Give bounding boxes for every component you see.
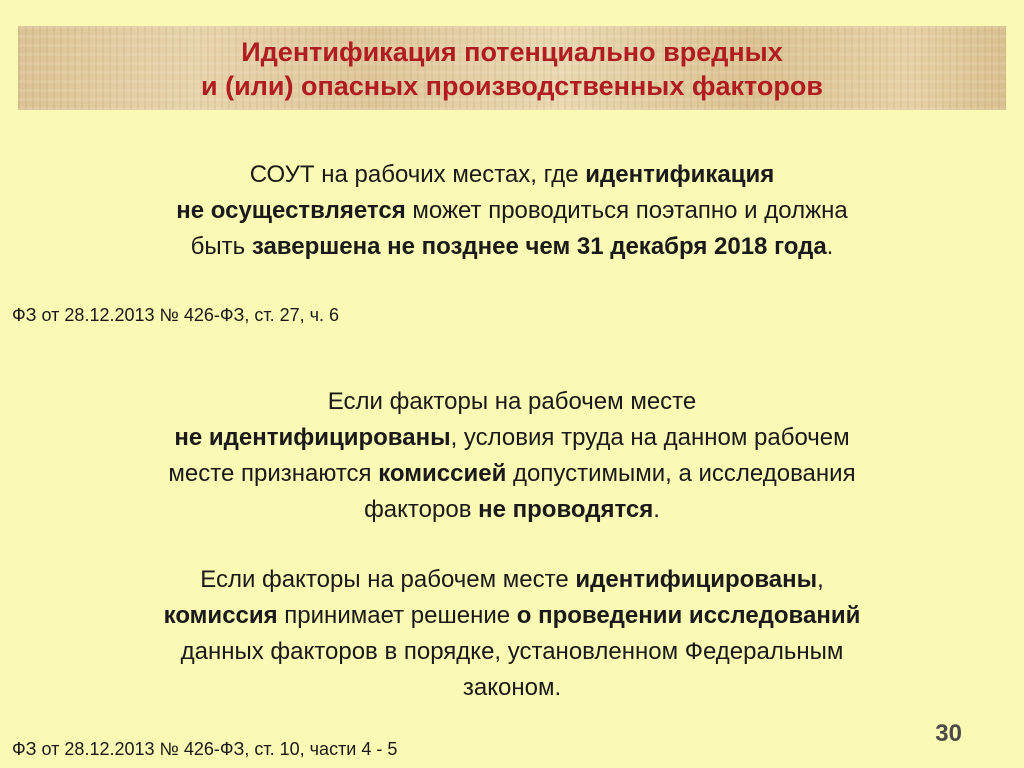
text-span: месте признаются: [168, 460, 379, 487]
slide-title-line-1: Идентификация потенциально вредных: [241, 37, 783, 67]
law-reference-2: ФЗ от 28.12.2013 № 426-ФЗ, ст. 10, части 4 - 5: [12, 739, 398, 759]
slide-number: 30: [935, 720, 962, 747]
text-span: данных факторов в порядке, установленном Федеральным: [180, 638, 844, 665]
paragraph-line: [0, 670, 1024, 706]
paragraph-identified: [0, 562, 1024, 706]
title-banner: [18, 26, 1006, 110]
paragraph-line: [0, 492, 1024, 528]
bold-text: идентификация: [585, 161, 775, 188]
text-span: .: [826, 233, 834, 260]
text-span: может проводиться поэтапно и должна: [405, 197, 848, 224]
bold-text: завершена не позднее чем 31 декабря 2018 года: [251, 233, 827, 260]
slide-title-line-2: и (или) опасных производственных факторов: [201, 71, 823, 101]
bold-text: идентифицированы: [575, 566, 818, 593]
bold-text: комиссия: [163, 602, 278, 629]
law-reference-1: ФЗ от 28.12.2013 № 426-ФЗ, ст. 27, ч. 6: [12, 305, 340, 325]
paragraph-soute-deadline: [0, 157, 1024, 265]
paragraph-line: [0, 384, 1024, 420]
text-span: допустимыми, а исследования: [506, 460, 856, 487]
text-span: СОУТ на рабочих местах, где: [249, 161, 586, 188]
paragraph-line: [0, 157, 1024, 193]
paragraph-line: [0, 456, 1024, 492]
paragraph-line: [0, 229, 1024, 265]
text-span: законом.: [462, 674, 562, 701]
paragraph-line: [0, 193, 1024, 229]
bold-text: не осуществляется: [176, 197, 406, 224]
text-span: факторов: [364, 496, 479, 523]
bold-text: не проводятся: [478, 496, 654, 523]
text-span: Если факторы на рабочем месте: [327, 388, 697, 415]
paragraph-line: [0, 562, 1024, 598]
text-span: быть: [190, 233, 252, 260]
text-span: ,: [817, 566, 824, 593]
text-span: Если факторы на рабочем месте: [200, 566, 576, 593]
text-span: принимает решение: [277, 602, 517, 629]
bold-text: комиссией: [378, 460, 507, 487]
paragraph-line: [0, 420, 1024, 456]
paragraph-line: [0, 634, 1024, 670]
paragraph-line: [0, 598, 1024, 634]
bold-text: не идентифицированы: [174, 424, 451, 451]
text-span: .: [653, 496, 660, 523]
bold-text: о проведении исследований: [516, 602, 861, 629]
paragraph-not-identified: [0, 384, 1024, 528]
text-span: , условия труда на данном рабочем: [450, 424, 850, 451]
